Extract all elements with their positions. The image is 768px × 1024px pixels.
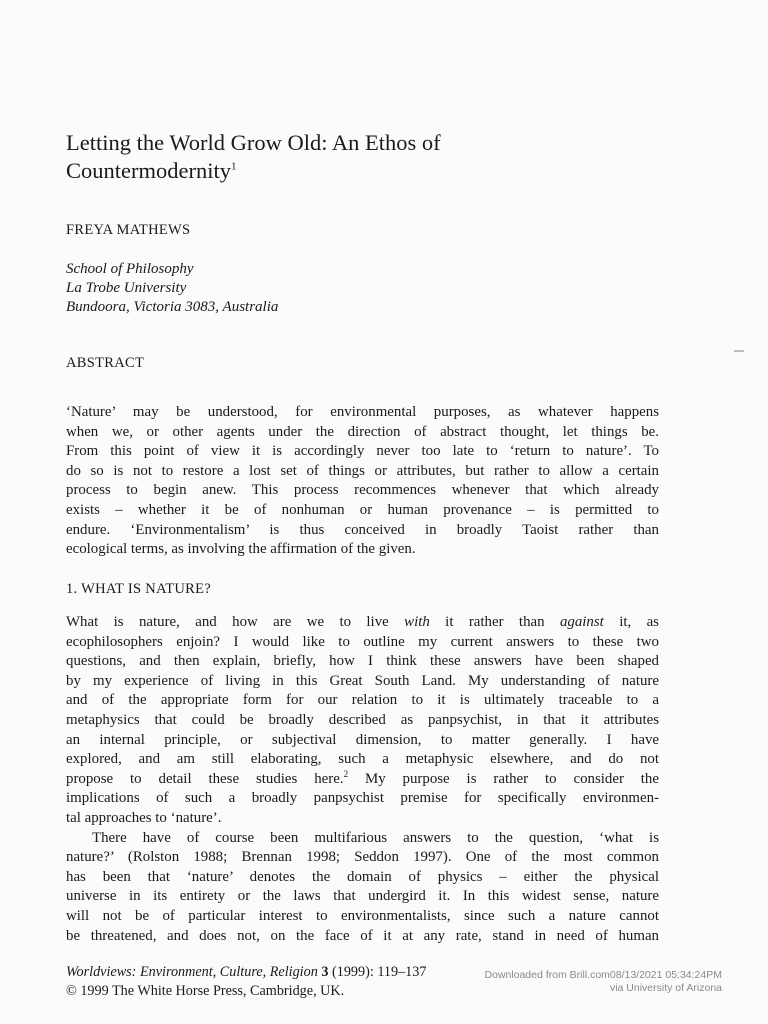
abstract-line: when we, or other agents under the direction of abstract thought, let things be. <box>66 423 659 440</box>
body-line: metaphysics that could be broadly described as panpsychist, in that it attributes <box>66 711 659 728</box>
body-line: by my experience of living in this Great South Land. My understanding of nature <box>66 672 659 689</box>
body-text: it, as <box>603 614 659 630</box>
emphasis-against: against <box>559 614 604 630</box>
abstract-line: endure. ‘Environmentalism’ is thus conceived in broadly Taoist rather than <box>66 521 659 538</box>
journal-name: Worldviews: Environment, Culture, Religion <box>66 964 318 980</box>
body-line: There have of course been multifarious answers to the question, ‘what is <box>92 829 659 846</box>
body-line: nature?’ (Rolston 1988; Brennan 1998; Seddon 1997). One of the most common <box>66 849 659 866</box>
abstract-line: process to begin anew. This process recommences whenever that which already <box>66 482 659 499</box>
article-title-line-2: Countermodernity <box>66 158 231 183</box>
body-text: it rather than <box>429 614 560 630</box>
copyright-line: © 1999 The White Horse Press, Cambridge, UK. <box>66 983 345 999</box>
affiliation-address: Bundoora, Victoria 3083, Australia <box>66 299 279 315</box>
body-line <box>66 613 659 633</box>
abstract-text <box>66 403 659 560</box>
watermark-line-1: Downloaded from Brill.com08/13/2021 05:34:24PM <box>484 969 722 981</box>
footnote-marker-2: 2 <box>343 768 349 779</box>
download-watermark <box>482 969 722 995</box>
body-line: universe in its entirety or the laws that undergird it. In this widest sense, nature <box>66 888 659 905</box>
body-line: questions, and then explain, briefly, how I think these answers have been shaped <box>66 653 659 670</box>
body-line: be threatened, and does not, on the face of it at any rate, stand in need of human <box>66 927 659 944</box>
body-text: What is nature, and how are we to live <box>66 614 405 630</box>
affiliation-school: School of Philosophy <box>66 261 194 277</box>
scan-mark <box>734 350 744 352</box>
body-line: explored, and am still elaborating, such a metaphysic elsewhere, and do not <box>66 751 659 768</box>
section-1-body <box>66 613 659 946</box>
body-line: an internal principle, or subjectival dimension, to matter generally. I have <box>66 731 659 748</box>
body-line: has been that ‘nature’ denotes the domain of physics – either the physical <box>66 868 659 885</box>
abstract-line: exists – whether it be of nonhuman or human provenance – is permitted to <box>66 501 659 518</box>
body-line: implications of such a broadly panpsychist premise for specifically environmen- <box>66 790 659 807</box>
affiliation-university: La Trobe University <box>66 280 187 296</box>
journal-pages: (1999): 119–137 <box>328 964 427 980</box>
abstract-line: do so is not to restore a lost set of things or attributes, but rather to allow a certain <box>66 462 659 479</box>
author-name: FREYA MATHEWS <box>66 222 191 238</box>
article-title-line-1: Letting the World Grow Old: An Ethos of <box>66 130 441 155</box>
body-line <box>66 770 659 790</box>
body-text: My purpose is rather to consider the <box>348 770 659 787</box>
abstract-heading: ABSTRACT <box>66 355 145 371</box>
article-title <box>66 129 706 185</box>
body-line: and of the appropriate form for our relation to it is ultimately traceable to a <box>66 692 659 709</box>
section-1-heading: 1. WHAT IS NATURE? <box>66 581 212 597</box>
body-line: ecophilosophers enjoin? I would like to outline my current answers to these two <box>66 633 659 650</box>
abstract-line: From this point of view it is accordingly never too late to ‘return to nature’. To <box>66 443 659 460</box>
journal-volume: 3 <box>321 964 329 980</box>
abstract-line: ecological terms, as involving the affirmation of the given. <box>66 541 416 558</box>
abstract-line: ‘Nature’ may be understood, for environmental purposes, as whatever happens <box>66 404 659 420</box>
body-line: will not be of particular interest to environmentalists, since such a nature cannot <box>66 907 659 924</box>
author-affiliation <box>66 260 666 317</box>
body-line: tal approaches to ‘nature’. <box>66 809 222 826</box>
emphasis-with: with <box>404 614 430 630</box>
body-text: propose to detail these studies here. <box>66 770 344 787</box>
title-footnote-marker: 1 <box>230 160 237 173</box>
watermark-line-2: via University of Arizona <box>609 982 722 994</box>
